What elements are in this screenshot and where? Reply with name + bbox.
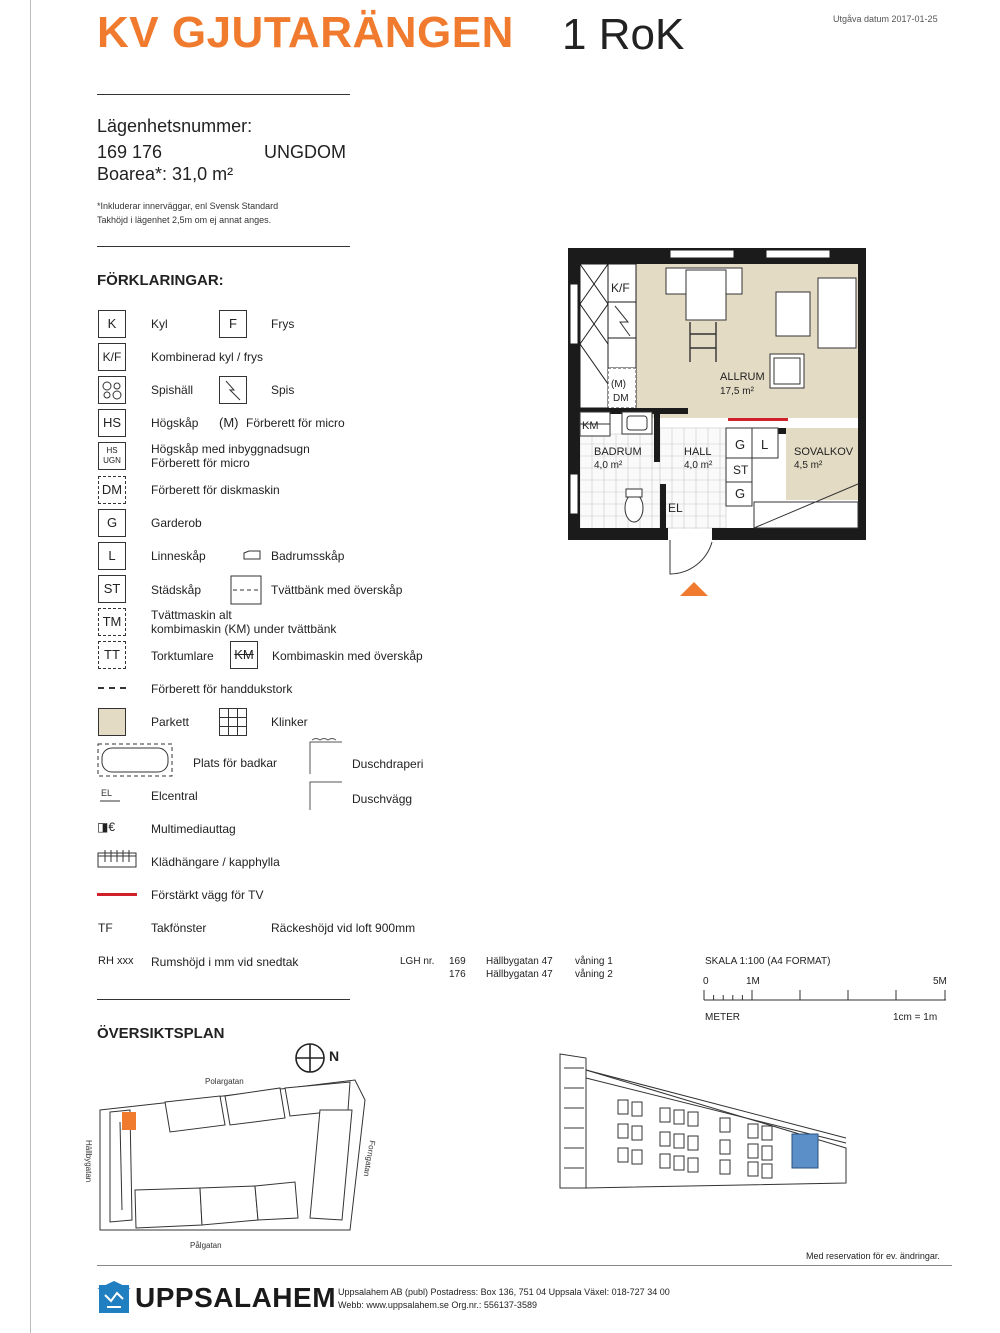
legend-label: Elcentral — [151, 789, 198, 803]
legend-label: Förberett för micro — [151, 456, 250, 470]
area-note: *Inkluderar innerväggar, enl Svensk Standard — [97, 201, 279, 211]
towel-rail-icon — [98, 687, 126, 689]
room-name-sovalkov: SOVALKOV — [794, 446, 854, 458]
room-area-badrum: 4,0 m² — [594, 460, 623, 471]
svg-text:EL: EL — [101, 788, 113, 798]
legend-symbol-kombimaskin: KM — [230, 641, 258, 669]
tile-floor — [580, 428, 726, 529]
micro-label: (M) — [611, 379, 626, 390]
north-label: N — [329, 1048, 340, 1064]
bathtub-icon — [97, 743, 173, 782]
divider — [97, 94, 350, 95]
lgh-number: 176 — [449, 969, 466, 980]
divider — [97, 246, 350, 247]
legend-heading: FÖRKLARINGAR: — [97, 272, 224, 289]
issue-date: Utgåva datum 2017-01-25 — [833, 14, 938, 24]
legend-label: Förberett för diskmaskin — [151, 483, 280, 497]
legend-symbol-diskmaskin: DM — [98, 476, 126, 504]
symbol-text: HS — [106, 446, 118, 455]
legend-symbol-kyl: K — [98, 310, 126, 338]
legend-label: kombimaskin (KM) under tvättbänk — [151, 622, 337, 636]
room-name-allrum: ALLRUM — [720, 371, 765, 383]
building-perspective — [556, 1048, 856, 1203]
apartment-number-label: Lägenhetsnummer: — [97, 116, 253, 136]
legend-symbol-takfonster: TF — [98, 921, 113, 935]
legend-symbol-stadskap: ST — [98, 575, 126, 603]
lgh-label: LGH nr. — [400, 956, 435, 967]
room-area-sovalkov: 4,5 m² — [794, 460, 823, 471]
legend-label: Tvättbänk med överskåp — [271, 583, 403, 597]
g-label: G — [735, 437, 746, 452]
legend-label: Frys — [271, 317, 295, 331]
legend-label: Linneskåp — [151, 549, 206, 563]
legend-label: Högskåp — [151, 416, 199, 430]
street-name-bottom: Pålgatan — [190, 1241, 222, 1250]
clothes-rack-icon — [97, 847, 137, 874]
scale-unit: METER — [705, 1012, 740, 1023]
shower-curtain-icon — [308, 736, 344, 781]
lgh-floor: våning 1 — [575, 956, 613, 967]
legend-label: Duschdraperi — [352, 757, 424, 771]
legend-label: Klinker — [271, 715, 308, 729]
legend-label: Multimediauttag — [151, 822, 236, 836]
room-name-hall: HALL — [684, 446, 712, 458]
legend-label: Torktumlare — [151, 649, 214, 663]
reservation-note: Med reservation för ev. ändringar. — [806, 1251, 940, 1261]
company-web: Webb: www.uppsalahem.se Org.nr.: 556137-3589 — [338, 1300, 537, 1310]
apartment-type: 1 RoK — [562, 10, 685, 59]
divider — [97, 999, 350, 1000]
stove-top-icon — [98, 376, 126, 404]
stove-icon — [219, 376, 247, 404]
street-name-top: Polargatan — [205, 1077, 244, 1086]
lgh-floor: våning 2 — [575, 969, 613, 980]
legend-label: Duschvägg — [352, 792, 413, 806]
street-name-right: Forngatan — [361, 1139, 377, 1178]
legend-label: Rumshöjd i mm vid snedtak — [151, 955, 299, 969]
site-plan-heading: ÖVERSIKTSPLAN — [97, 1025, 225, 1042]
legend-label: Spis — [271, 383, 295, 397]
scale-bar — [703, 986, 948, 1009]
project-title: KV GJUTARÄNGEN — [97, 8, 514, 57]
scale-title: SKALA 1:100 (A4 FORMAT) — [705, 956, 831, 967]
room-name-badrum: BADRUM — [594, 446, 642, 458]
legend-label: Kyl — [151, 317, 168, 331]
legend-symbol-hs-ugn — [98, 442, 126, 470]
ceiling-note: Takhöjd i lägenhet 2,5m om ej annat anges. — [97, 215, 272, 225]
g-label: G — [735, 486, 746, 501]
legend-symbol-torktumlare: TT — [98, 641, 126, 669]
legend-symbol-garderob: G — [98, 509, 126, 537]
l-label: L — [761, 437, 769, 452]
apartment-numbers: 169 176 — [97, 142, 163, 162]
legend-label: Parkett — [151, 715, 190, 729]
legend-label: Högskåp med inbyggnadsugn — [151, 442, 310, 456]
legend-symbol-frys: F — [219, 310, 247, 338]
legend-label: Förberett för micro — [246, 416, 345, 430]
page-margin-line — [30, 0, 31, 1333]
legend-label: Klädhängare / kapphylla — [151, 855, 280, 869]
tv-wall-swatch — [97, 893, 137, 896]
lgh-number: 169 — [449, 956, 466, 967]
scale-ratio: 1cm = 1m — [893, 1012, 938, 1023]
footer-divider — [97, 1265, 952, 1266]
legend-label: Garderob — [151, 516, 202, 530]
legend-symbol-rumshojd: RH xxx — [98, 955, 134, 967]
multimedia-outlet-icon: ◨€ — [97, 820, 116, 834]
legend-label: Kombinerad kyl / frys — [151, 350, 264, 364]
legend-label: Räckeshöjd vid loft 900mm — [271, 921, 416, 935]
lgh-address: Hällbygatan 47 — [486, 969, 553, 980]
highlighted-apartment — [792, 1134, 818, 1168]
electrical-panel-icon — [100, 785, 122, 810]
company-address: Uppsalahem AB (publ) Postadress: Box 136, 751 04 Uppsala Växel: 018-727 34 00 — [338, 1287, 670, 1297]
legend-symbol-kyl-frys: K/F — [98, 343, 126, 371]
brand-name: UPPSALAHEM — [135, 1282, 337, 1313]
legend-label: Kombimaskin med överskåp — [272, 649, 423, 663]
kf-label: K/F — [611, 281, 630, 295]
room-area-hall: 4,0 m² — [684, 460, 713, 471]
scale-tick-label: 0 — [703, 976, 709, 987]
legend-label: Takfönster — [151, 921, 207, 935]
uppsalahem-logo-icon — [97, 1281, 131, 1320]
dm-label: DM — [613, 393, 629, 404]
legend-symbol-tvattmaskin: TM — [98, 608, 126, 636]
legend-label: Förstärkt vägg för TV — [151, 888, 264, 902]
km-label: KM — [582, 420, 599, 432]
st-label: ST — [733, 463, 749, 477]
legend-label: Badrumsskåp — [271, 549, 345, 563]
street-name-left: Hällbygatan — [84, 1140, 93, 1183]
utility-sink-icon — [230, 575, 262, 610]
symbol-text: UGN — [103, 456, 121, 465]
tile-swatch — [219, 708, 247, 741]
legend-label: Tvättmaskin alt — [151, 608, 232, 622]
lgh-address: Hällbygatan 47 — [486, 956, 553, 967]
legend-symbol-linneskap: L — [98, 542, 126, 570]
legend-symbol-micro: (M) — [219, 415, 239, 430]
bathroom-cabinet-icon — [243, 548, 261, 566]
legend-label: Spishäll — [151, 383, 194, 397]
room-area-allrum: 17,5 m² — [720, 386, 754, 397]
floor-plan — [560, 244, 870, 609]
legend-label: Plats för badkar — [193, 756, 278, 770]
legend-symbol-hogskap: HS — [98, 409, 126, 437]
scale-tick-label: 1M — [746, 976, 760, 987]
apartment-area: Boarea*: 31,0 m² — [97, 164, 234, 184]
scale-tick-label: 5M — [933, 976, 947, 987]
parquet-swatch — [98, 708, 126, 736]
site-plan — [80, 1070, 380, 1265]
el-label: EL — [668, 501, 683, 515]
legend-label: Förberett för handdukstork — [151, 682, 293, 696]
apartment-category: UNGDOM — [264, 142, 346, 162]
shower-wall-icon — [308, 778, 344, 817]
legend-label: Städskåp — [151, 583, 202, 597]
